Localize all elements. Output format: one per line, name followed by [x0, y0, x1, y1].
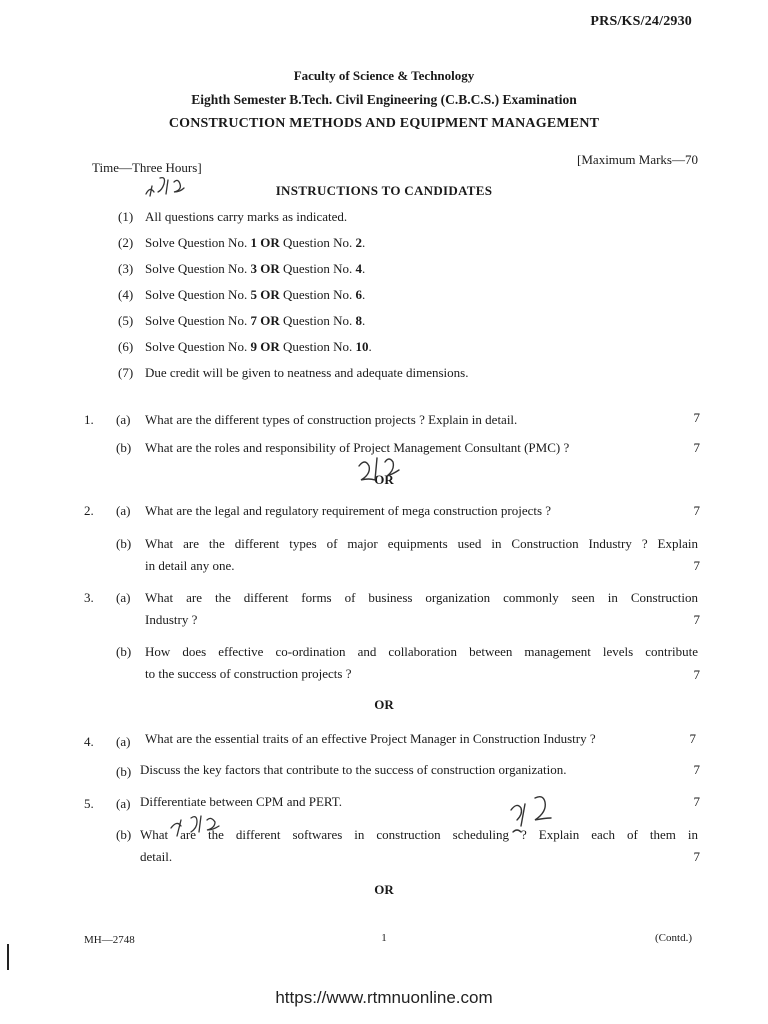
- question-text: Differentiate between CPM and PERT.: [140, 794, 342, 809]
- or-separator: OR: [374, 697, 394, 712]
- question-part: (a): [116, 503, 131, 518]
- question-marks: 7: [693, 503, 700, 518]
- instruction-item: (5) Solve Question No. 7 OR Question No. 8.: [118, 313, 366, 328]
- question-part: (b): [116, 764, 132, 779]
- question-part: (a): [116, 412, 131, 427]
- question-text-line: in detail any one.: [145, 558, 235, 573]
- question-number: 5.: [84, 796, 94, 811]
- question-part: (a): [116, 734, 131, 749]
- question-marks: 7: [693, 612, 700, 627]
- instruction-item: (3) Solve Question No. 3 OR Question No. 4.: [118, 261, 366, 276]
- question-text-line: What are the different forms of business organization commonly seen in Construction: [145, 590, 698, 605]
- time-label: Time—Three Hours]: [92, 160, 202, 175]
- instructions-title: INSTRUCTIONS TO CANDIDATES: [275, 183, 493, 198]
- question-marks: 7: [693, 794, 700, 809]
- contd-label: (Contd.): [655, 932, 692, 944]
- or-separator: OR: [374, 472, 394, 487]
- or-separator: OR: [374, 882, 394, 897]
- instruction-item: (6) Solve Question No. 9 OR Question No. 10.: [118, 339, 372, 354]
- question-marks: 7: [693, 440, 700, 455]
- question-marks: 7: [693, 410, 700, 425]
- question-text-line: What are the different softwares in construction scheduling ? Explain each of them in: [140, 827, 698, 842]
- question-number: 1.: [84, 412, 94, 427]
- footer-code: MH—2748: [84, 934, 135, 946]
- question-part: (a): [116, 796, 131, 811]
- question-part: (b): [116, 536, 132, 551]
- question-text-line: How does effective co-ordination and collaboration between management levels contribute: [145, 644, 698, 659]
- subject-title: CONSTRUCTION METHODS AND EQUIPMENT MANAGEMENT: [168, 116, 600, 131]
- question-text-line: detail.: [140, 849, 173, 864]
- question-part: (a): [116, 590, 131, 605]
- question-text-line: What are the different types of major equipments used in Construction Industry ? Explain: [145, 536, 698, 551]
- question-part: (b): [116, 440, 132, 455]
- source-url[interactable]: https://www.rtmnuonline.com: [275, 988, 493, 1007]
- faculty-title: Faculty of Science & Technology: [293, 68, 475, 83]
- question-marks: 7: [693, 558, 700, 573]
- question-text-line: to the success of construction projects ?: [145, 666, 352, 681]
- instruction-item: (7) Due credit will be given to neatness and adequate dimensions.: [118, 365, 469, 380]
- question-number: 4.: [84, 734, 94, 749]
- question-text-line: Industry ?: [145, 612, 198, 627]
- question-marks: 7: [689, 731, 696, 746]
- question-part: (b): [116, 827, 132, 842]
- question-text: What are the legal and regulatory requirement of mega construction projects ?: [145, 503, 552, 518]
- question-number: 3.: [84, 590, 94, 605]
- question-number: 2.: [84, 503, 94, 518]
- instruction-item: (1) All questions carry marks as indicated.: [118, 209, 348, 224]
- question-part: (b): [116, 644, 132, 659]
- exam-title: Eighth Semester B.Tech. Civil Engineering (C.B.C.S.) Examination: [191, 92, 577, 107]
- question-text: What are the different types of construction projects ? Explain in detail.: [145, 412, 518, 427]
- page-number: 1: [381, 932, 387, 944]
- max-marks-label: [Maximum Marks—70: [577, 152, 698, 167]
- instruction-item: (2) Solve Question No. 1 OR Question No. 2.: [118, 235, 366, 250]
- question-text: What are the essential traits of an effective Project Manager in Construction Industry ?: [145, 731, 596, 746]
- question-marks: 7: [693, 667, 700, 682]
- instruction-item: (4) Solve Question No. 5 OR Question No. 6.: [118, 287, 366, 302]
- question-marks: 7: [693, 849, 700, 864]
- question-text: Discuss the key factors that contribute to the success of construction organization.: [140, 762, 567, 777]
- scan-edge-mark: [7, 944, 9, 970]
- paper-code: PRS/KS/24/2930: [590, 14, 692, 29]
- question-marks: 7: [693, 762, 700, 777]
- question-text: What are the roles and responsibility of Project Management Consultant (PMC) ?: [145, 440, 570, 455]
